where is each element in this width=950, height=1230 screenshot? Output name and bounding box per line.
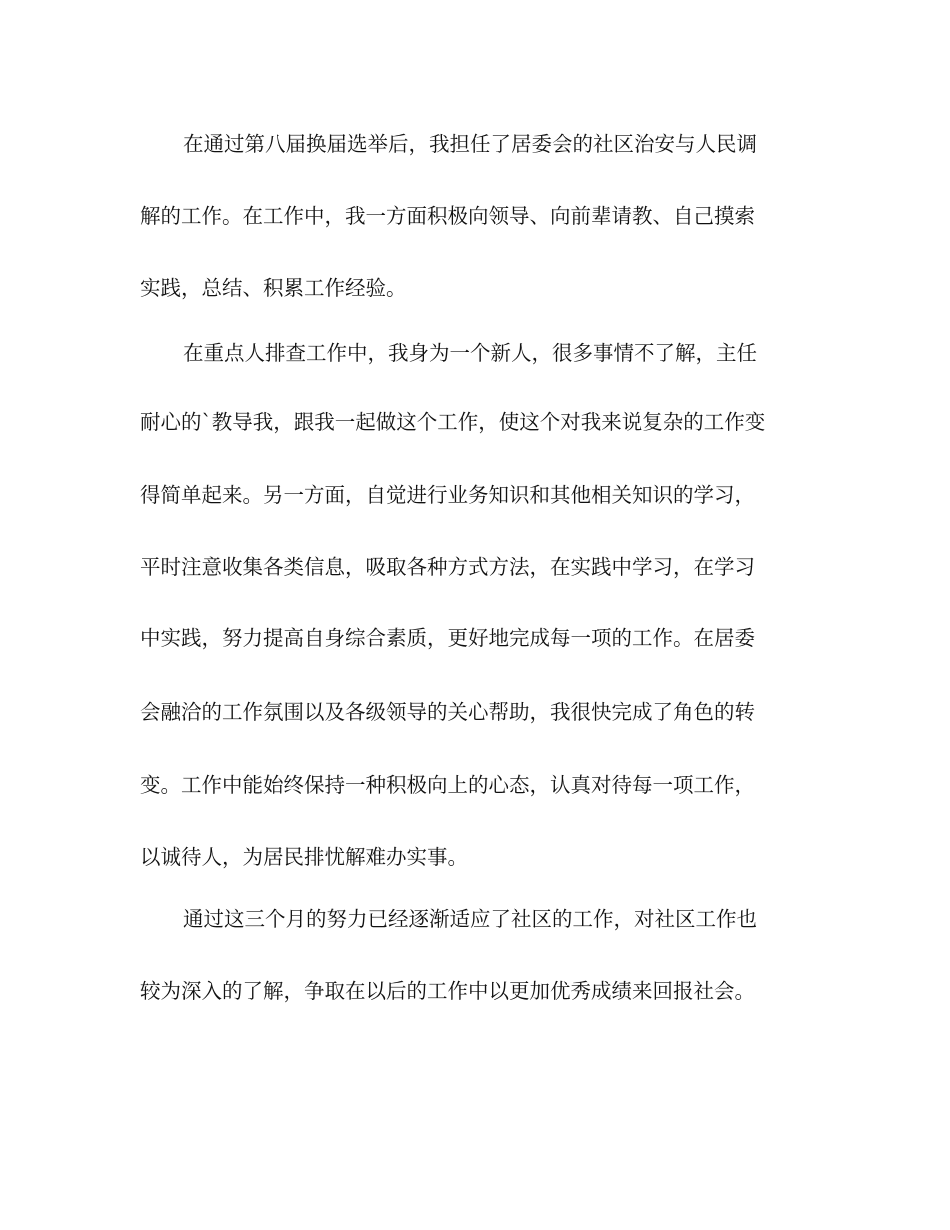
- paragraph-2-line-5: 中实践，努力提高自身综合素质，更好地完成每一项的工作。在居委: [140, 626, 755, 650]
- paragraph-2-line-1: 在重点人排查工作中，我身为一个新人，很多事情不了解，主任: [183, 341, 757, 365]
- paragraph-2-line-4: 平时注意收集各类信息，吸取各种方式方法，在实践中学习，在学习: [140, 555, 755, 579]
- paragraph-2-line-7: 变。工作中能始终保持一种积极向上的心态，认真对待每一项工作，: [140, 773, 755, 797]
- paragraph-1-line-1: 在通过第八届换届选举后，我担任了居委会的社区治安与人民调: [183, 132, 757, 156]
- paragraph-3-line-1: 通过这三个月的努力已经逐渐适应了社区的工作，对社区工作也: [183, 907, 757, 931]
- paragraph-2-line-2: 耐心的`教导我，跟我一起做这个工作，使这个对我来说复杂的工作变: [140, 410, 766, 434]
- paragraph-2-line-3: 得简单起来。另一方面，自觉进行业务知识和其他相关知识的学习，: [140, 483, 755, 507]
- paragraph-3-line-2: 较为深入的了解，争取在以后的工作中以更加优秀成绩来回报社会。: [140, 979, 755, 1003]
- paragraph-2-line-8: 以诚待人，为居民排忧解难办实事。: [140, 845, 468, 869]
- paragraph-1-line-2: 解的工作。在工作中，我一方面积极向领导、向前辈请教、自己摸索: [140, 204, 755, 228]
- paragraph-1-line-3: 实践，总结、积累工作经验。: [140, 276, 407, 300]
- paragraph-2-line-6: 会融洽的工作氛围以及各级领导的关心帮助，我很快完成了角色的转: [140, 700, 755, 724]
